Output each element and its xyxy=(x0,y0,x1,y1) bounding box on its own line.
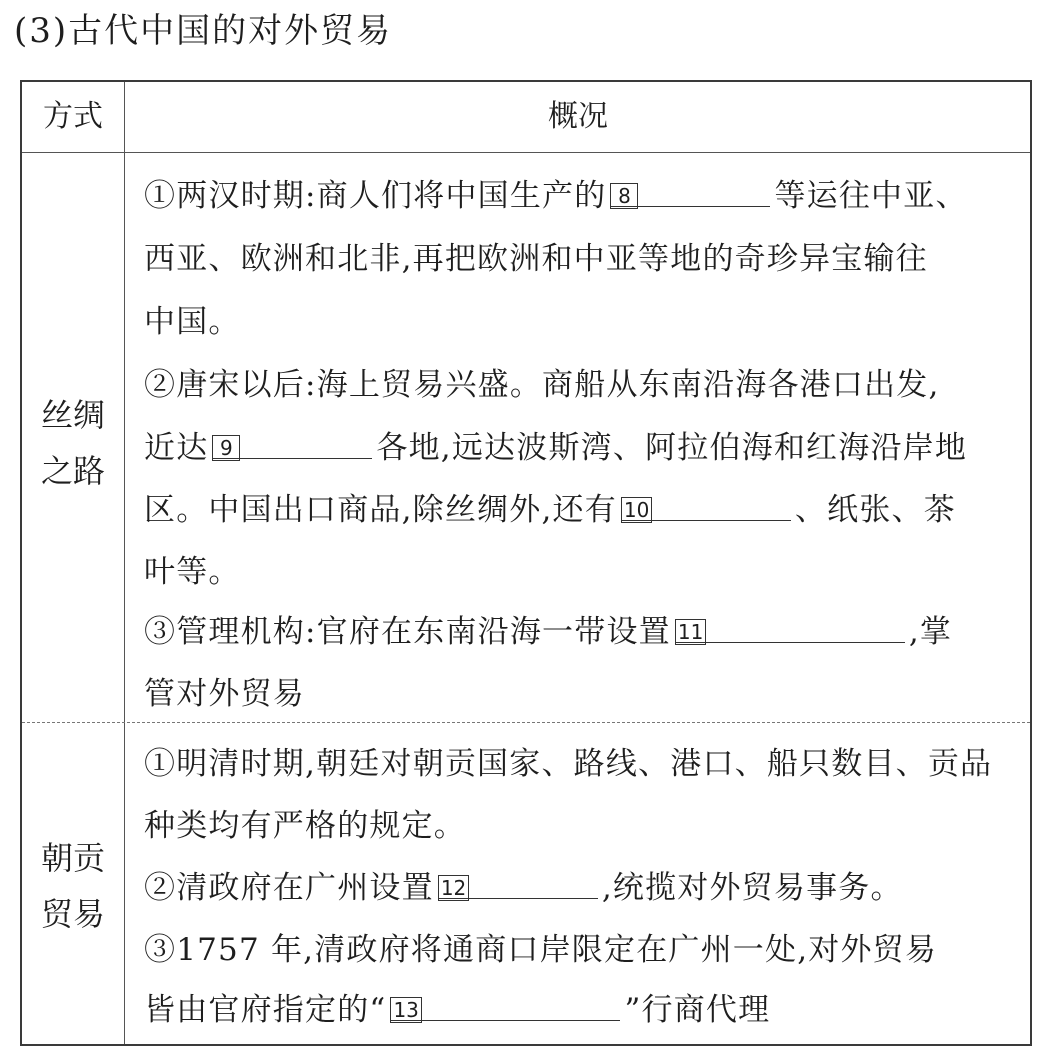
tribute-line-3: ②清政府在广州设置 12 ,统揽对外贸易事务。 xyxy=(144,870,903,906)
tribute-line-4: ③1757 年,清政府将通商口岸限定在广州一处,对外贸易 xyxy=(144,932,938,968)
category-tribute-trade: 朝贡 贸易 xyxy=(40,839,105,933)
tribute-line-5: 皆由官府指定的“ 13 ”行商代理 xyxy=(144,992,771,1028)
silk-line-6: 区。中国出口商品,除丝绸外,还有 10 、纸张、茶 xyxy=(144,492,956,528)
blank-number-10: 10 xyxy=(621,497,652,523)
silk-line-2: 西亚、欧洲和北非,再把欧洲和中亚等地的奇珍异宝输往 xyxy=(144,241,928,277)
silk-line-1: ①两汉时期:商人们将中国生产的 8 等运往中亚、 xyxy=(144,178,968,214)
tribute-line-2: 种类均有严格的规定。 xyxy=(144,808,466,844)
section-title: (3)古代中国的对外贸易 xyxy=(14,11,393,51)
silk-line-7: 叶等。 xyxy=(144,554,241,590)
answer-blank-11[interactable] xyxy=(675,612,905,643)
silk-line-9: 管对外贸易 xyxy=(144,676,305,712)
tribute-line-1: ①明清时期,朝廷对朝贡国家、路线、港口、船只数目、贡品 xyxy=(144,746,993,782)
silk-line-3: 中国。 xyxy=(144,304,241,340)
answer-blank-9[interactable] xyxy=(212,428,372,459)
category-silk-road: 丝绸 之路 xyxy=(40,396,105,490)
answer-blank-13[interactable] xyxy=(390,990,620,1021)
header-divider xyxy=(22,152,1030,153)
header-overview: 概况 xyxy=(548,99,608,134)
blank-number-13: 13 xyxy=(390,997,421,1023)
blank-number-8: 8 xyxy=(610,183,638,209)
blank-number-9: 9 xyxy=(212,435,240,461)
trade-table xyxy=(20,80,1032,1046)
silk-line-8: ③管理机构:官府在东南沿海一带设置 11 ,掌 xyxy=(144,614,953,650)
blank-number-12: 12 xyxy=(438,875,469,901)
header-method: 方式 xyxy=(43,99,103,134)
column-divider xyxy=(124,82,125,1044)
row-divider xyxy=(22,722,1030,723)
silk-line-4: ②唐宋以后:海上贸易兴盛。商船从东南沿海各港口出发, xyxy=(144,367,940,403)
answer-blank-8[interactable] xyxy=(610,176,770,207)
blank-number-11: 11 xyxy=(675,619,706,645)
answer-blank-12[interactable] xyxy=(438,868,598,899)
answer-blank-10[interactable] xyxy=(621,490,791,521)
silk-line-5: 近达 9 各地,远达波斯湾、阿拉伯海和红海沿岸地 xyxy=(144,430,968,466)
